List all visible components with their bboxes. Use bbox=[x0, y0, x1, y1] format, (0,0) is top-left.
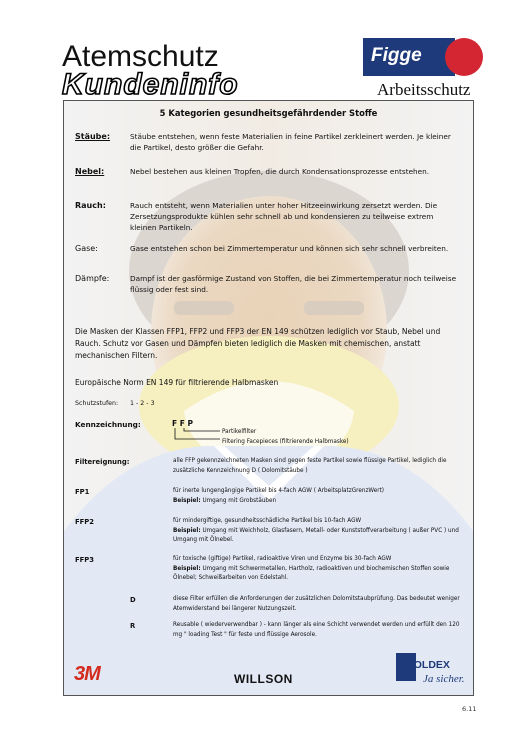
class-label-ffp2: FFP2 bbox=[75, 518, 94, 526]
class-label-fp1: FP1 bbox=[75, 488, 90, 496]
filter-suitability-label: Filtereignung: bbox=[75, 458, 130, 466]
title-atemschutz: Atemschutz bbox=[62, 40, 219, 73]
example-label: Beispiel: bbox=[173, 527, 201, 534]
norm-line: Europäische Norm EN 149 für filtrierende Halbmasken bbox=[75, 378, 279, 387]
logo-3m: 3M bbox=[74, 663, 100, 685]
example-text: Umgang mit Grobstäuben bbox=[202, 497, 277, 504]
class-example-ffp2 bbox=[173, 527, 468, 546]
class-example-ffp3 bbox=[173, 565, 468, 584]
class-text-fp1 bbox=[173, 487, 468, 506]
marking-connector-lines bbox=[172, 428, 220, 452]
suffix-text-r: Reusable ( wiederverwendbar ) - kann länger als eine Schicht verwendet werden und erfüllt den 120 mg " loading Test " für feste und flüssige Aerosole. bbox=[173, 622, 460, 638]
category-text-nebel: Nebel bestehen aus kleinen Tropfen, die durch Kondensationsprozesse entstehen. bbox=[130, 167, 430, 176]
class-text-ffp3 bbox=[173, 555, 468, 584]
suffix-label-d: D bbox=[130, 596, 136, 604]
class-label-ffp3: FFP3 bbox=[75, 556, 94, 564]
marking-line2: Filtering Facepieces (filtrierende Halbmaske) bbox=[222, 439, 349, 445]
category-text-staeube: Stäube entstehen, wenn feste Materialien in feine Partikel zerkleinert werden. Je kleiner die Partikel, desto größer die Gefahr. bbox=[130, 132, 451, 152]
page-number: 6.11 bbox=[462, 705, 477, 713]
moldex-name: MOLDEX bbox=[405, 659, 450, 671]
moldex-slogan: Ja sicher. bbox=[423, 673, 465, 685]
category-text-rauch: Rauch entsteht, wenn Materialien unter hoher Hitzeeinwirkung zersetzt werden. Die Zersetzungsprodukte kühlen sehr schnell ab und kondensieren zu teilweise extrem kleinen Partikeln. bbox=[130, 201, 438, 232]
class-description-ffp2: für mindergiftige, gesundheitsschädliche Partikel bis 10-fach AGW bbox=[173, 518, 362, 524]
marking-label: Kennzeichnung: bbox=[75, 420, 141, 429]
filter-suitability-text: alle FFP gekennzeichneten Masken sind gegen feste Partikel sowie flüssige Partikel, lediglich die zusätzliche Kennzeichnung D ( Dolomitstäube ) bbox=[173, 458, 447, 474]
class-description-fp1: für inerte lungengängige Partikel bis 4-fach AGW ( ArbeitsplatzGrenzWert) bbox=[173, 488, 385, 494]
suffix-text-d: diese Filter erfüllen die Anforderungen der zusätzlichen Dolomitstaubprüfung. Das bedeutet weniger Atemwiderstand bei längerer Nutzungszeit. bbox=[173, 596, 460, 612]
category-label-nebel: Nebel: bbox=[75, 167, 105, 176]
title-kundeninfo: Kundeninfo bbox=[62, 68, 239, 101]
category-label-rauch: Rauch: bbox=[75, 201, 106, 210]
logo-moldex bbox=[396, 653, 468, 691]
suffix-label-r: R bbox=[130, 622, 136, 630]
category-text-daempfe: Dampf ist der gasförmige Zustand von Stoffen, die bei Zimmertemperatur noch teilweise flüssig oder fest sind. bbox=[130, 274, 457, 294]
mask-info-paragraph: Die Masken der Klassen FFP1, FFP2 und FFP3 der EN 149 schützen lediglich vor Staub, Nebel und Rauch. Schutz vor Gasen und Dämpfen bieten lediglich die Masken mit chemischen, anstatt mechanischen Filtern. bbox=[75, 327, 441, 360]
example-text: Umgang mit Schwermetallen, Hartholz, radioaktiven und biochemischen Stoffen sowie Ölnebel; Schweißarbeiten von Edelstahl. bbox=[173, 565, 450, 581]
logo-willson: WILLSON bbox=[234, 672, 293, 686]
category-label-staeube: Stäube: bbox=[75, 132, 111, 141]
info-frame bbox=[63, 100, 474, 696]
protection-levels-label: Schutzstufen: bbox=[75, 400, 119, 407]
category-label-gase: Gase: bbox=[75, 244, 98, 253]
example-label: Beispiel: bbox=[173, 497, 201, 504]
class-text-ffp2 bbox=[173, 517, 468, 546]
marking-line1: Partikelfilter bbox=[222, 429, 257, 435]
brand-tagline: Arbeitsschutz bbox=[377, 80, 471, 99]
figge-logo bbox=[363, 38, 483, 76]
class-example-fp1 bbox=[173, 497, 468, 507]
section-heading: 5 Kategorien gesundheitsgefährdender Stoffe bbox=[159, 108, 378, 118]
marking-code: F F P bbox=[172, 419, 193, 428]
example-text: Umgang mit Weichholz, Glasfasern, Metall- oder Kunststoffverarbeitung ( außer PVC ) und Umgang mit Ölnebel. bbox=[173, 527, 459, 543]
class-description-ffp3: für toxische (giftige) Partikel, radioaktive Viren und Enzyme bis 30-fach AGW bbox=[173, 556, 392, 562]
figge-logo-text: Figge bbox=[371, 45, 422, 66]
category-label-daempfe: Dämpfe: bbox=[75, 274, 110, 283]
example-label: Beispiel: bbox=[173, 565, 201, 572]
protection-levels-value: 1 - 2 - 3 bbox=[130, 400, 155, 407]
category-text-gase: Gase entstehen schon bei Zimmertemperatur und können sich sehr schnell verbreiten. bbox=[130, 244, 449, 253]
